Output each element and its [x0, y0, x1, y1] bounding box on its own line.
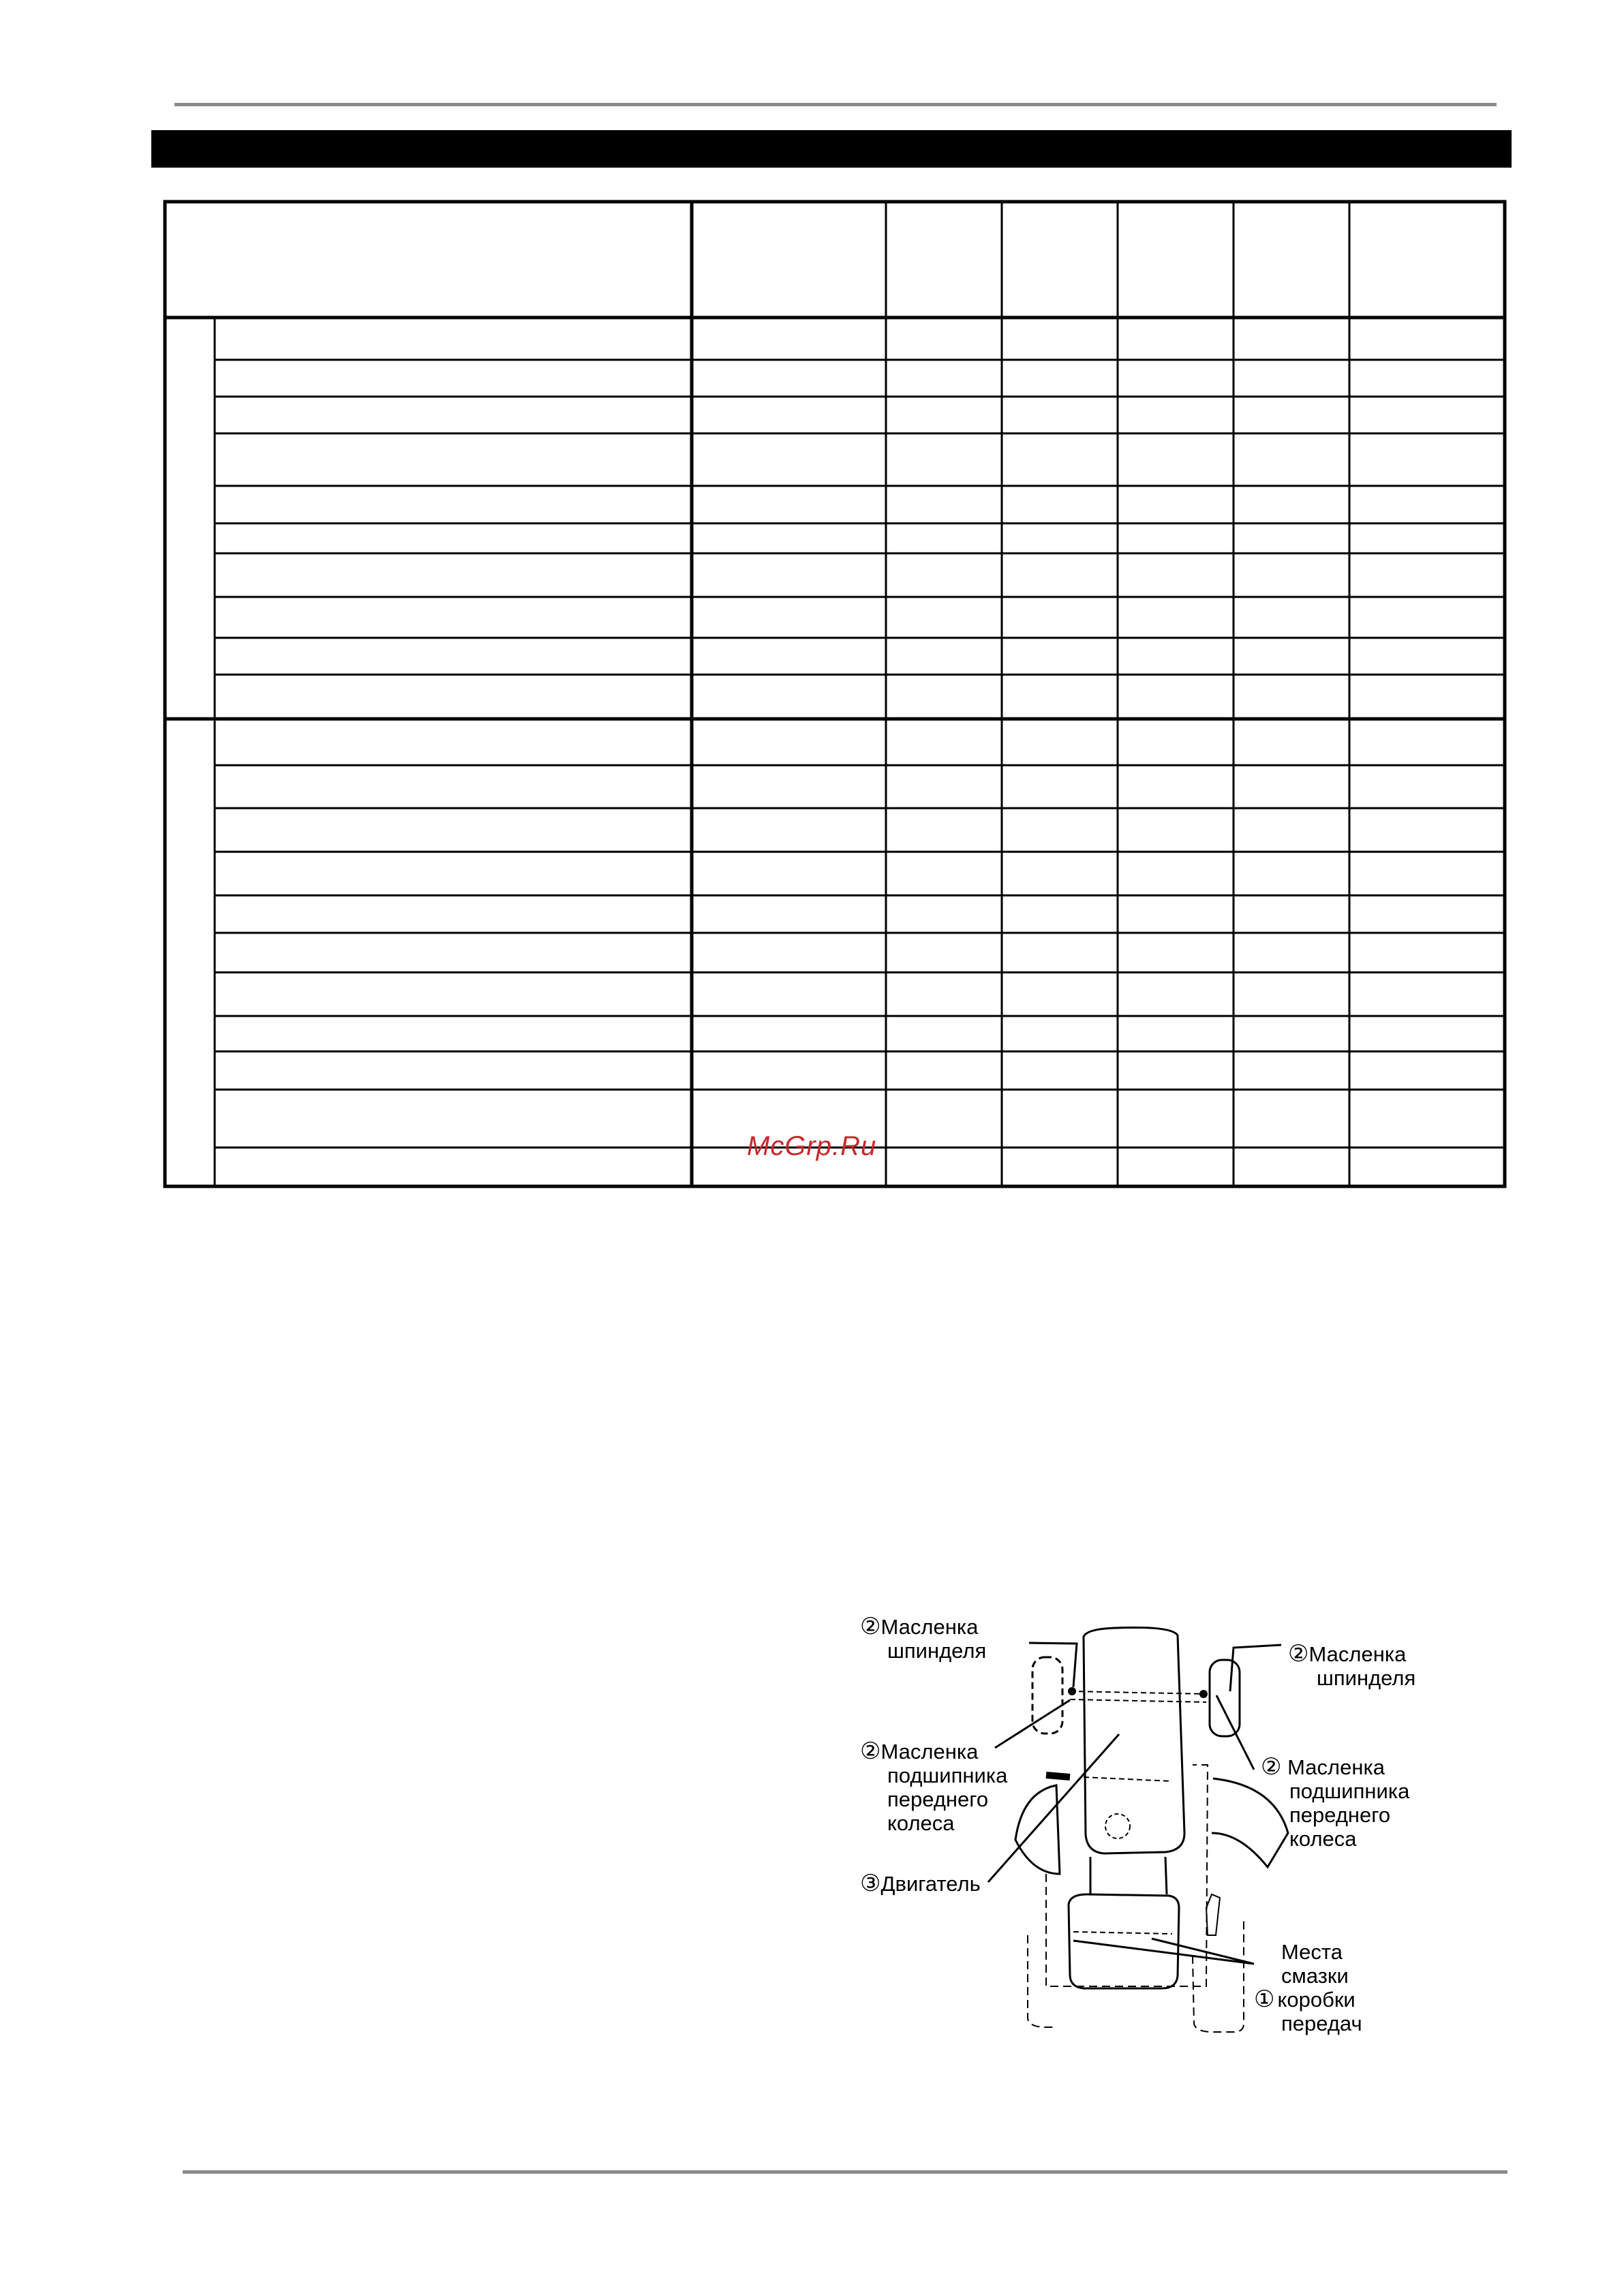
left-fender — [1015, 1785, 1060, 1874]
leader-bearing-right — [1216, 1695, 1254, 1770]
front-axle — [1070, 1691, 1206, 1702]
leader-engine — [988, 1734, 1119, 1882]
leader-spindle-right — [1230, 1645, 1281, 1691]
label-engine: ③Двигатель — [860, 1870, 981, 1896]
front-wheel-right — [1210, 1660, 1240, 1736]
label-bearing-right: ② Масленка подшипника переднего колеса — [1261, 1754, 1410, 1851]
row-lines-group-1 — [215, 360, 1505, 675]
label-spindle-left: ②Масленка шпинделя — [860, 1614, 987, 1663]
leader-spindle-left — [1029, 1643, 1077, 1687]
tractor-hood — [1084, 1627, 1184, 1853]
label-gearbox: Места смазки ① коробки передач — [1254, 1940, 1362, 2035]
label-spindle-right: ②Масленка шпинделя — [1288, 1641, 1416, 1690]
label-bearing-left: ②Масленка подшипника переднего колеса — [860, 1738, 1008, 1835]
leader-gearbox — [1073, 1939, 1254, 1964]
watermark: McGrp.Ru — [747, 1131, 877, 1161]
row-lines-group-2 — [215, 765, 1505, 1148]
table-frame — [165, 202, 1505, 1186]
bottom-rule — [183, 2170, 1507, 2174]
